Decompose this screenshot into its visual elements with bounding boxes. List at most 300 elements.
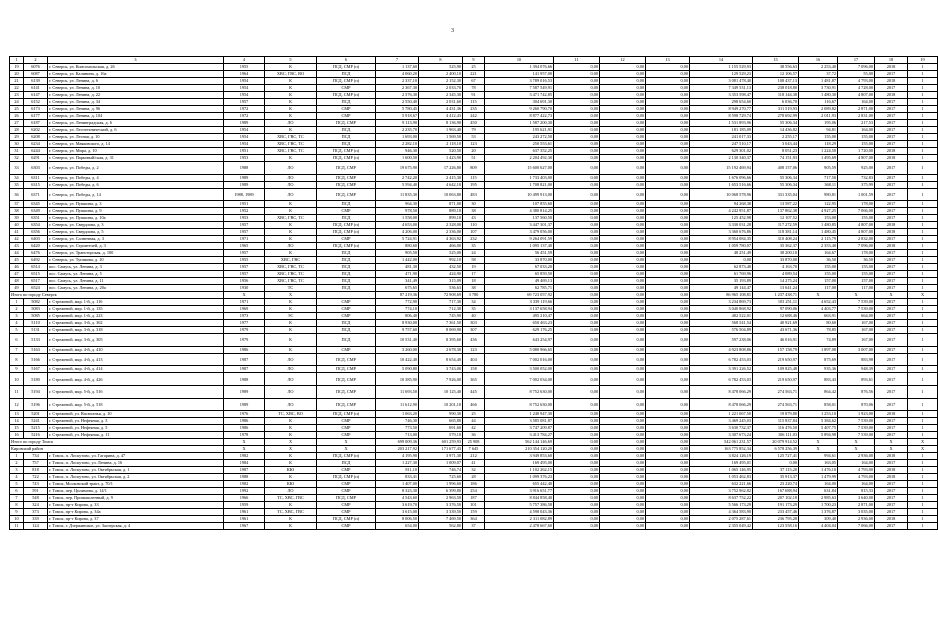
table-cell: 7 066,00 (838, 523, 875, 530)
table-cell: 217,53 (838, 120, 875, 127)
table-cell: 1 095 137,40 (485, 243, 554, 250)
table-cell: 889,10 (419, 208, 463, 215)
table-cell: 36 (463, 432, 485, 439)
table-row (10, 236, 938, 243)
table-cell: 187 (463, 495, 485, 502)
column-number: 18 (875, 57, 908, 64)
table-cell: 1 155 529,93 (690, 64, 753, 71)
table-cell: 0,00 (600, 385, 646, 398)
table-cell: 125 727,41 (753, 453, 799, 460)
subtotal-cell (317, 292, 376, 299)
table-cell: пос. Самусь, ул. Ленина, д. 3 (48, 264, 224, 271)
table-cell: 1 (908, 320, 938, 327)
table-cell: 0,00 (646, 201, 690, 208)
table-cell: 905,50 (376, 250, 419, 257)
table-cell: 304 691,30 (485, 99, 554, 106)
table-cell: 629 176,25 (485, 327, 554, 334)
column-number: 5 (265, 57, 317, 64)
table-cell: 520,50 (419, 148, 463, 155)
table-cell: 233 457,46 (753, 509, 799, 516)
table-cell: 38 (10, 208, 24, 215)
table-cell: 195 (463, 181, 485, 188)
table-cell: К (265, 460, 317, 467)
table-cell: 1 733 403,00 (485, 174, 554, 181)
table-cell: 1 224,50 (799, 148, 838, 155)
table-cell: 8 752 630,00 (485, 385, 554, 398)
table-cell: 2 328,00 (419, 222, 463, 229)
table-cell: 181 185,09 (690, 127, 753, 134)
table-cell: 2 235,70 (376, 127, 419, 134)
table-cell: 1988, 1989 (224, 188, 265, 201)
table-cell: 8 637 752,22 (690, 495, 753, 502)
table-cell: К (265, 208, 317, 215)
table-cell: 8 006,50 (376, 516, 419, 523)
table-cell: 155,00 (799, 264, 838, 271)
table-cell: ПСД (317, 327, 376, 334)
table-cell: 7 539,00 (838, 418, 875, 425)
table-cell: 1 (10, 453, 24, 460)
table-cell: 4 807,00 (838, 92, 875, 99)
table-cell: 0,00 (646, 366, 690, 373)
table-cell: 0,00 (600, 201, 646, 208)
column-number: 2 (24, 57, 48, 64)
table-row (10, 174, 938, 181)
table-cell: 871,00 (419, 201, 463, 208)
table-cell: г. Стрежевой, мкр. 4-й, д. 414 (48, 366, 224, 373)
table-cell: 123 (463, 141, 485, 148)
table-cell: 42 (463, 425, 485, 432)
table-cell: 1 (908, 453, 938, 460)
table-cell: 1 240 947,30 (485, 411, 554, 418)
table-cell: 15 600 627,00 (485, 162, 554, 175)
table-cell: 1 479,99 (799, 474, 838, 481)
table-cell: 899,10 (419, 215, 463, 222)
subtotal-cell: Х (317, 439, 376, 446)
table-cell: 1 (908, 99, 938, 106)
table-cell: 1 (908, 418, 938, 425)
table-cell: 2 204 492,30 (485, 155, 554, 162)
table-cell: 4 206,00 (376, 229, 419, 236)
table-cell: 1 (10, 299, 24, 306)
table-cell: 2017 (875, 85, 908, 92)
table-cell: СМР (317, 208, 376, 215)
table-cell: 1 963,40 (419, 127, 463, 134)
table-cell: 153,00 (799, 215, 838, 222)
table-cell: 2017 (875, 134, 908, 141)
table-cell: 0,00 (600, 257, 646, 264)
table-cell: 964,30 (376, 201, 419, 208)
table-cell: 0,00 (753, 460, 799, 467)
table-cell: 1 (908, 201, 938, 208)
table-cell: 2 118,10 (419, 141, 463, 148)
table-cell: 0,00 (554, 411, 600, 418)
table-cell: 0,00 (600, 64, 646, 71)
table-cell: 0,00 (646, 523, 690, 530)
table-cell: 0,00 (554, 236, 600, 243)
table-cell: 1 (908, 366, 938, 373)
table-cell: 0,00 (600, 162, 646, 175)
table-cell: 1 653 516,66 (690, 181, 753, 188)
table-cell: 450 (463, 120, 485, 127)
table-cell: 6147 (24, 92, 48, 99)
table-cell: 2017 (875, 460, 908, 467)
table-cell: К (265, 306, 317, 313)
table-cell: 1 001,59 (838, 188, 875, 201)
table-row (10, 229, 938, 236)
table-cell: 35 362,37 (753, 243, 799, 250)
table-cell: 106 111,03 (753, 432, 799, 439)
table-cell: 25 (463, 411, 485, 418)
table-cell: 6244 (24, 148, 48, 155)
table-cell: ЛО (265, 385, 317, 398)
subtotal-cell: 0,00 (646, 292, 690, 299)
table-cell: г. Северск, ул. Ленинградская, д. 6 (48, 120, 224, 127)
table-cell: 124 (24, 523, 48, 530)
table-cell: 2018 (875, 148, 908, 155)
table-cell: 1 476,10 (799, 467, 838, 474)
subtotal-cell: 0,00 (554, 292, 600, 299)
subtotal-cell: 20 079 914,52 (753, 439, 799, 446)
table-cell: 0,00 (600, 488, 646, 495)
table-cell: 0,00 (554, 334, 600, 347)
table-cell: 2 253,40 (799, 64, 838, 71)
table-cell: 6315 (24, 181, 48, 188)
table-cell: 0,00 (554, 481, 600, 488)
table-cell: 876,56 (838, 385, 875, 398)
table-cell: 123 (463, 346, 485, 353)
table-cell: г. Стрежевой, мкр. 5-й, д. 516 (48, 385, 224, 398)
table-cell: 311 519,93 (753, 106, 799, 113)
table-cell: 0,00 (554, 174, 600, 181)
table-cell: 0,00 (600, 299, 646, 306)
table-cell: СМР (317, 432, 376, 439)
table-cell: 53 (463, 134, 485, 141)
table-cell: 12 107,52 (753, 215, 799, 222)
table-cell: 8 752 630,00 (485, 398, 554, 411)
table-cell: 0,00 (600, 453, 646, 460)
table-cell: 1977 (224, 320, 265, 327)
table-cell: 525,90 (419, 64, 463, 71)
table-cell: 1 (908, 346, 938, 353)
table-cell: 0,00 (646, 236, 690, 243)
table-cell: 1986 (224, 346, 265, 353)
table-cell: 25 (10, 106, 24, 113)
table-cell: ПСД (317, 334, 376, 347)
table-cell: 0,00 (554, 366, 600, 373)
table-cell: 1954 (224, 141, 265, 148)
table-cell: СМР (317, 467, 376, 474)
table-cell: 315,09 (419, 278, 463, 285)
table-cell: 307 (463, 327, 485, 334)
table-cell: 3 500 052,00 (485, 366, 554, 373)
table-row (10, 411, 938, 418)
table-cell: 0,00 (646, 320, 690, 327)
table-cell: г. Северск, ул. Пушкина, д. 9 (48, 208, 224, 215)
column-number: 11 (554, 57, 600, 64)
table-cell: 0,00 (600, 418, 646, 425)
table-cell: 2018 (875, 155, 908, 162)
table-cell: 2017 (875, 113, 908, 120)
table-cell: К (265, 502, 317, 509)
subtotal-cell: Х (838, 446, 875, 453)
table-cell: 6514 (24, 264, 48, 271)
table-cell: 445 (463, 385, 485, 398)
table-cell: 36,50 (799, 257, 838, 264)
table-cell: 2 075 287,61 (690, 516, 753, 523)
table-cell: 0,00 (554, 250, 600, 257)
table-cell: 250 553,61 (485, 141, 554, 148)
table-cell: 0,00 (554, 516, 600, 523)
table-cell: 4 404,04 (799, 523, 838, 530)
table-row (10, 78, 938, 85)
table-cell: 1 (908, 236, 938, 243)
table-cell: 2 (10, 460, 24, 467)
table-cell: К (265, 418, 317, 425)
table-cell: г. Томск, п. Лоскутово, ул. Ленина, д. 16 (48, 460, 224, 467)
table-cell: 2 832,00 (838, 236, 875, 243)
table-cell: г. Северск, ул. Ленина, д. 10 (48, 85, 224, 92)
table-cell: ТС, ХВС, ГВС (265, 495, 317, 502)
table-cell: 2 742,20 (376, 174, 419, 181)
table-cell: 1953 (224, 155, 265, 162)
table-cell: г. Томск, г. Дзержинское, ул. Заозерская, д. 4 (48, 523, 224, 530)
table-cell: 0,00 (600, 215, 646, 222)
table-row (10, 134, 938, 141)
table-cell: 1 (908, 425, 938, 432)
table-cell: 6152 (24, 99, 48, 106)
table-row (10, 334, 938, 347)
table-cell: г. Томск, Московский тракт, д. 70/1 (48, 481, 224, 488)
table-cell: 1 (908, 78, 938, 85)
table-cell: 2018 (875, 229, 908, 236)
table-row (10, 327, 938, 334)
table-cell: 155,00 (838, 134, 875, 141)
table-cell: 8 478 066,29 (690, 385, 753, 398)
table-cell: 0,00 (646, 502, 690, 509)
table-cell: 0,00 (600, 148, 646, 155)
table-cell: 1957 (224, 99, 265, 106)
table-cell: 5133 (24, 334, 48, 347)
table-cell: 2017 (875, 373, 908, 386)
table-cell: 1 (908, 257, 938, 264)
table-cell: 49 (10, 285, 24, 292)
table-cell: 178,00 (838, 250, 875, 257)
table-cell: 2017 (875, 106, 908, 113)
table-cell: ПСД, СМР (317, 174, 376, 181)
table-row (10, 201, 938, 208)
table-cell: г. Стрежевой, ул. Васюганья, д. 10 (48, 411, 224, 418)
table-cell: 1930 (224, 285, 265, 292)
table-cell: 8 478 066,29 (690, 398, 753, 411)
table-cell: СМР (317, 113, 376, 120)
table-cell: 155,00 (838, 271, 875, 278)
table-cell: 7 361,50 (419, 320, 463, 327)
table-row (10, 516, 938, 523)
table-cell: 6173 (24, 106, 48, 113)
table-cell: 1959 (224, 502, 265, 509)
table-cell: 9 260 790,70 (485, 106, 554, 113)
table-cell: 0,00 (600, 285, 646, 292)
table-cell: 3 824 126,19 (690, 453, 753, 460)
subtotal-cell: Х (799, 292, 838, 299)
table-cell: 0,00 (646, 257, 690, 264)
table-cell: 2017 (875, 141, 908, 148)
subtotal-cell: Х (224, 446, 265, 453)
table-cell: 7 (10, 346, 24, 353)
table-cell: 49 144,47 (690, 285, 753, 292)
table-cell: 883,98 (838, 353, 875, 366)
table-cell: 3 339 119,66 (485, 299, 554, 306)
column-number: 3 (48, 57, 224, 64)
table-cell: 1957 (224, 271, 265, 278)
table-cell: К (265, 78, 317, 85)
table-row (10, 243, 938, 250)
table-cell: 0,00 (600, 460, 646, 467)
table-row (10, 523, 938, 530)
table-cell: 46 016,91 (753, 334, 799, 347)
table-cell: 0,00 (646, 346, 690, 353)
table-cell: 495 210,47 (485, 313, 554, 320)
table-cell: 2 031,60 (419, 99, 463, 106)
table-cell: 0,00 (646, 432, 690, 439)
table-cell: 219 650,97 (753, 353, 799, 366)
table-cell: 0,00 (600, 353, 646, 366)
table-cell: 13 587,22 (753, 201, 799, 208)
table-cell: г. Северск, ул. Трансторская, д. 100 (48, 250, 224, 257)
table-cell: 0,00 (554, 398, 600, 411)
table-cell: К (265, 201, 317, 208)
table-cell: 56 451,59 (485, 250, 554, 257)
table-cell: 10 531,40 (376, 334, 419, 347)
table-cell: 17 226,80 (419, 162, 463, 175)
table-cell: 116,67 (799, 99, 838, 106)
table-cell: 3 469 245,03 (690, 418, 753, 425)
table-cell: ПСД, СМР (317, 385, 376, 398)
table-cell: 339 (24, 516, 48, 523)
table-cell: 1 (908, 313, 938, 320)
table-cell: 141 957,00 (485, 71, 554, 78)
table-cell: 243 272,50 (485, 134, 554, 141)
table-cell: 12 (10, 398, 24, 411)
table-cell: 4 (10, 474, 24, 481)
table-cell: ХВС, ГВС, ТС (265, 148, 317, 155)
table-cell: г. Северск, ул. Пушкина, д. 3 (48, 201, 224, 208)
table-cell: 232 (463, 236, 485, 243)
table-cell: 2017 (875, 71, 908, 78)
table-cell: 815,33 (838, 488, 875, 495)
table-cell: 115 837,84 (753, 418, 799, 425)
table-cell: 2018 (875, 516, 908, 523)
column-number: 1 (10, 57, 24, 64)
table-cell: 3 971,30 (419, 453, 463, 460)
table-cell: 0,00 (554, 373, 600, 386)
table-cell: 14 436,82 (753, 127, 799, 134)
table-cell: 0,00 (646, 474, 690, 481)
table-cell: 157,00 (838, 278, 875, 285)
table-cell: 6349 (24, 208, 48, 215)
subtotal-cell: 0,00 (554, 446, 600, 453)
table-cell: 1 531 893,96 (690, 120, 753, 127)
table-cell: ХВС, ГВС (265, 257, 317, 264)
table-cell: 1957 (224, 229, 265, 236)
table-cell: 1 708 821,00 (485, 181, 554, 188)
table-cell: 1 600,50 (376, 155, 419, 162)
table-cell: 3 234 869,73 (690, 299, 753, 306)
table-cell: ЛО (265, 488, 317, 495)
table-cell: 5 918,67 (376, 113, 419, 120)
table-cell: 1 (908, 385, 938, 398)
table-cell: 236 795,28 (753, 516, 799, 523)
table-cell: 116 476,50 (753, 425, 799, 432)
subtotal-cell: Х (265, 446, 317, 453)
table-cell: 3 413 784,27 (485, 432, 554, 439)
table-cell: 3 916 651,77 (485, 488, 554, 495)
table-row (10, 99, 938, 106)
table-cell: 1 (908, 467, 938, 474)
table-cell: 55 306,34 (753, 181, 799, 188)
table-cell: 0,00 (646, 113, 690, 120)
table-cell: г. Северск, ул. Строителей, д. 3 (48, 243, 224, 250)
subtotal-cell: 601 259,93 (419, 439, 463, 446)
table-cell: 0,00 (600, 481, 646, 488)
table-cell: 1 407,00 (376, 481, 419, 488)
table-cell: 155,00 (838, 264, 875, 271)
table-cell: 655 442,40 (485, 481, 554, 488)
table-cell: 40 (10, 222, 24, 229)
table-cell: 5 780,45 (376, 106, 419, 113)
table-cell: 1 (908, 411, 938, 418)
table-cell: 0,00 (646, 229, 690, 236)
table-cell: 2017 (875, 201, 908, 208)
table-cell: 1 (908, 481, 938, 488)
table-row (10, 313, 938, 320)
table-cell: К (265, 99, 317, 106)
table-cell: г. Северск, ул. Солнечная, д. 3 (48, 236, 224, 243)
table-cell: 1 (908, 215, 938, 222)
table-cell: 0,00 (600, 502, 646, 509)
table-cell: ХВС, ГВС, ТС (265, 134, 317, 141)
table-cell: 4 653,00 (376, 222, 419, 229)
table-cell: К (265, 474, 317, 481)
subtotal-cell: 0,00 (600, 439, 646, 446)
table-row (10, 278, 938, 285)
table-cell: 43 671,36 (753, 327, 799, 334)
table-cell: К (265, 299, 317, 306)
table-cell: 0,00 (600, 264, 646, 271)
table-cell: 1954 (224, 127, 265, 134)
table-cell: 0,00 (554, 264, 600, 271)
table-cell: 0,00 (554, 285, 600, 292)
table-cell: 1951 (224, 148, 265, 155)
table-cell: 0,00 (554, 141, 600, 148)
table-cell: К (265, 250, 317, 257)
table-cell: ПСД, СМР (п) (317, 78, 376, 85)
table-cell: СМР (317, 425, 376, 432)
table-cell: 0,00 (554, 278, 600, 285)
table-cell: 62 785,71 (485, 285, 554, 292)
table-cell: 6 036,70 (753, 99, 799, 106)
table-cell: 1957 (224, 222, 265, 229)
table-cell: 994,61 (799, 453, 838, 460)
table-cell: 2017 (875, 306, 908, 313)
table-cell: 1 (908, 243, 938, 250)
table-cell: 20 (463, 148, 485, 155)
column-number: 17 (838, 57, 875, 64)
table-cell: 6356 (24, 229, 48, 236)
table-cell: 67 (463, 78, 485, 85)
table-cell: 0,00 (646, 222, 690, 229)
table-cell: г. Стрежевой, мкр. 1-й, д. 223 (48, 313, 224, 320)
